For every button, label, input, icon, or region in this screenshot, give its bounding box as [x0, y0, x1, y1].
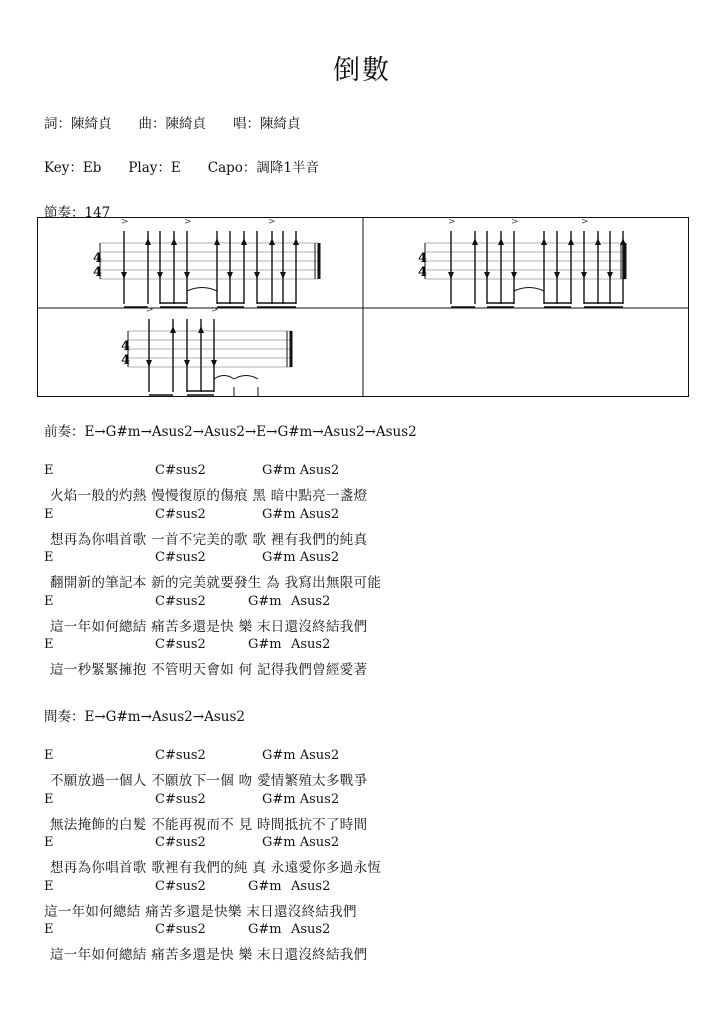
up-stroke-arrow	[269, 238, 275, 245]
lyric-line: 無法掩飾的白髮 不能再視而不 見 時間抵抗不了時間	[50, 816, 368, 833]
down-stroke-arrow	[184, 360, 190, 367]
down-stroke-arrow	[227, 272, 233, 279]
chord-label: G#m	[248, 637, 282, 652]
chord-label: G#m	[248, 593, 282, 609]
down-stroke-arrow	[554, 272, 560, 279]
down-stroke-arrow	[184, 272, 190, 279]
intro-progression: 前奏：E→G#m→Asus2→Asus2→E→G#m→Asus2→Asus2	[44, 424, 417, 440]
lyric-line: 這一年如何總結 痛苦多還是快 樂 末日還沒終結我們	[50, 618, 368, 635]
tie-curve	[214, 376, 234, 380]
up-stroke-arrow	[595, 238, 601, 245]
key-capo-line: Key：Eb Play：E Capo：調降1半音	[44, 160, 320, 176]
up-stroke-arrow	[214, 238, 220, 245]
lyric-line: 這一年如何總結 痛苦多還是快樂 末日還沒終結我們	[44, 903, 357, 920]
up-stroke-arrow	[472, 238, 478, 245]
chord-label: G#m	[248, 922, 282, 937]
chord-label: G#m Asus2	[262, 506, 340, 522]
down-stroke-arrow	[211, 360, 217, 367]
lyric-line: 不願放過一個人 不願放下一個 吻 愛情繁殖太多戰爭	[50, 773, 368, 789]
up-stroke-arrow	[170, 326, 176, 333]
time-signature-bottom: 4	[121, 353, 131, 368]
up-stroke-arrow	[241, 238, 247, 245]
chord-label: E	[44, 878, 54, 894]
lyric-line: 這一年如何總結 痛苦多還是快 樂 末日還沒終結我們	[50, 947, 368, 963]
up-stroke-arrow	[198, 326, 204, 333]
lyric-line: 翻開新的筆記本 新的完美就要發生 為 我寫出無限可能	[50, 575, 382, 591]
lyric-line: 這一秒緊緊擁抱 不管明天會如 何 記得我們曾經愛著	[50, 662, 368, 678]
down-stroke-arrow	[146, 360, 152, 367]
down-stroke-arrow	[607, 272, 613, 279]
chord-label: C#sus2	[155, 922, 206, 937]
time-signature-top: 4	[93, 251, 103, 266]
accent-mark: >	[268, 218, 276, 227]
chord-label: E	[44, 506, 54, 522]
chord-label: E	[44, 791, 54, 807]
down-stroke-arrow	[581, 272, 587, 279]
chord-label: G#m Asus2	[262, 550, 340, 565]
accent-mark: >	[146, 305, 154, 315]
chord-label: C#sus2	[155, 835, 206, 850]
interlude-progression: 間奏：E→G#m→Asus2→Asus2	[44, 709, 245, 725]
time-signature-bottom: 4	[418, 265, 428, 280]
chord-label: C#sus2	[155, 506, 206, 522]
accent-mark: >	[581, 218, 589, 227]
chord-label: C#sus2	[155, 791, 206, 807]
tie-curve	[234, 376, 258, 380]
lyric-line: 想再為你唱首歌 一首不完美的歌 歌 裡有我們的純真	[50, 531, 368, 548]
chord-label: Asus2	[291, 637, 331, 652]
time-signature-top: 4	[121, 339, 131, 354]
chord-label: G#m	[248, 878, 282, 894]
chord-label: E	[44, 637, 54, 652]
down-stroke-arrow	[157, 272, 163, 279]
chord-label: C#sus2	[155, 878, 206, 894]
up-stroke-arrow	[293, 238, 299, 245]
rhythm-notation	[38, 218, 688, 396]
chord-label: E	[44, 593, 54, 609]
down-stroke-arrow	[484, 272, 490, 279]
down-stroke-arrow	[280, 272, 286, 279]
lyric-line: 想再為你唱首歌 歌裡有我們的純 真 永遠愛你多過永恆	[50, 860, 382, 876]
rhythm-notation-grid	[37, 217, 689, 397]
down-stroke-arrow	[448, 272, 454, 279]
chord-label: G#m Asus2	[262, 748, 340, 763]
credits-line: 詞：陳綺貞 曲：陳綺貞 唱：陳綺貞	[44, 116, 301, 132]
chord-label: E	[44, 748, 54, 763]
accent-mark: >	[121, 218, 129, 227]
chord-label: G#m Asus2	[262, 791, 340, 807]
time-signature-bottom: 4	[93, 265, 103, 280]
rhythm-label: 節奏：147	[44, 205, 111, 221]
chord-label: E	[44, 835, 54, 850]
chord-label: G#m Asus2	[262, 463, 340, 478]
chord-label: C#sus2	[155, 550, 206, 565]
up-stroke-arrow	[541, 238, 547, 245]
down-stroke-arrow	[511, 272, 517, 279]
time-signature-top: 4	[418, 251, 428, 266]
chord-label: Asus2	[291, 922, 331, 937]
up-stroke-arrow	[171, 238, 177, 245]
lyric-line: 火焰一般的灼熱 慢慢復原的傷痕 黑 暗中點亮一盞燈	[50, 488, 368, 504]
chord-label: C#sus2	[155, 748, 206, 763]
accent-mark: >	[511, 218, 519, 227]
chord-label: E	[44, 463, 54, 478]
down-stroke-arrow	[254, 272, 260, 279]
chord-label: C#sus2	[155, 463, 206, 478]
song-title: 倒數	[333, 55, 391, 86]
up-stroke-arrow	[498, 238, 504, 245]
chord-label: C#sus2	[155, 593, 206, 609]
accent-mark: >	[448, 218, 456, 227]
chord-label: Asus2	[291, 593, 331, 609]
tie-curve	[187, 288, 217, 292]
up-stroke-arrow	[568, 238, 574, 245]
chord-label: Asus2	[291, 878, 331, 894]
chord-label: E	[44, 550, 54, 565]
chord-label: E	[44, 922, 54, 937]
accent-mark: >	[211, 305, 219, 315]
chord-label: G#m Asus2	[262, 835, 340, 850]
tie-curve	[514, 288, 544, 292]
down-stroke-arrow	[121, 272, 127, 279]
accent-mark: >	[184, 218, 192, 227]
up-stroke-arrow	[145, 238, 151, 245]
chord-label: C#sus2	[155, 637, 206, 652]
